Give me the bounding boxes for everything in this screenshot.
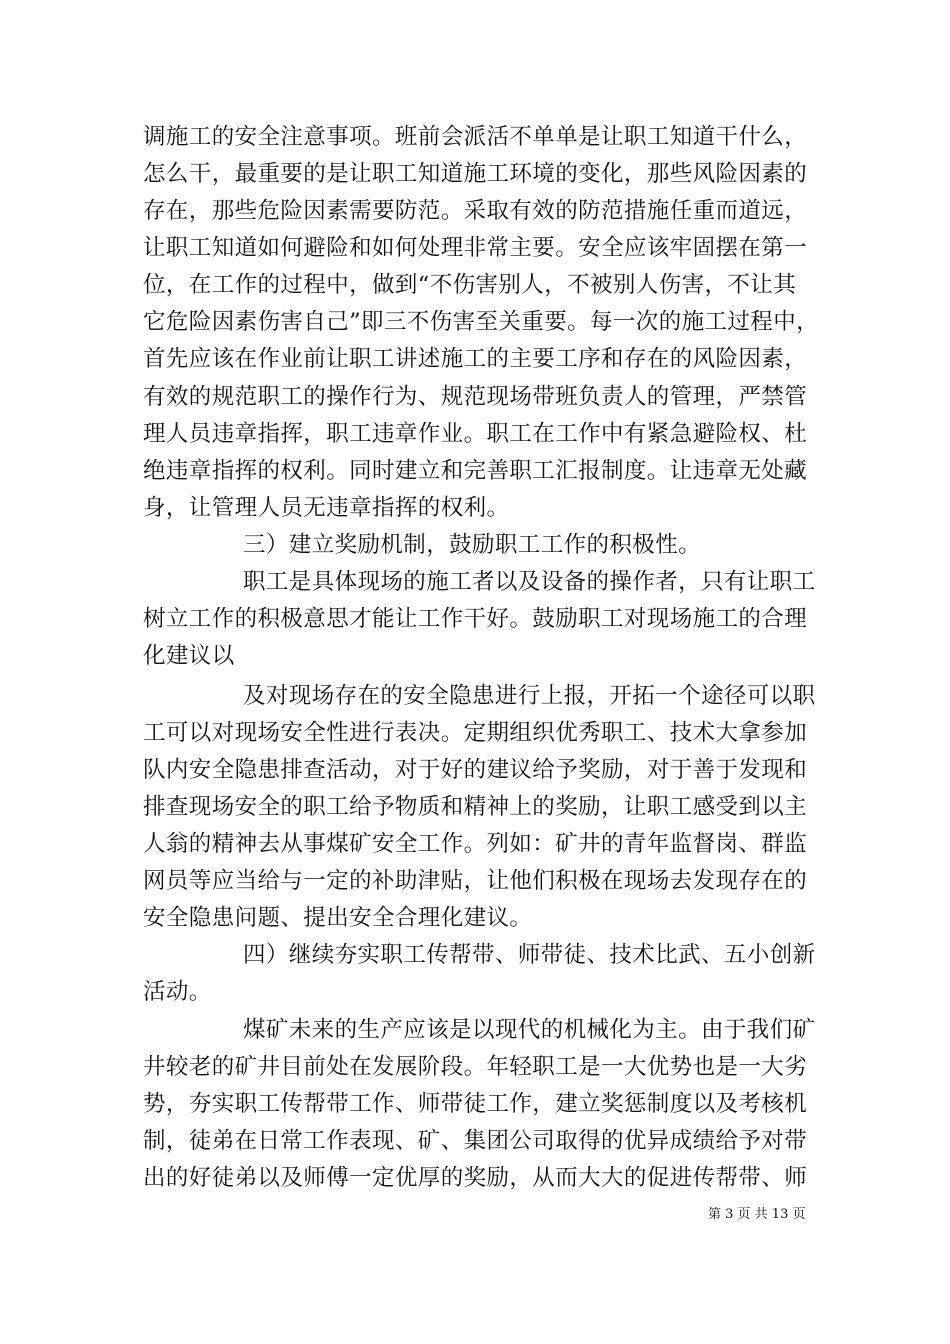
text-line: 位，在工作的过程中，做到“不伤害别人，不被别人伤害，不让其: [143, 272, 797, 298]
text-line: 身，让管理人员无违章指挥的权利。: [143, 495, 510, 521]
text-line: 理人员违章指挥，职工违章作业。职工在工作中有紧急避险权、杜: [143, 421, 808, 447]
text-line: 怎么干，最重要的是让职工知道施工环境的变化，那些风险因素的: [143, 161, 808, 187]
text-line: 绝违章指挥的权利。同时建立和完善职工汇报制度。让违章无处藏: [143, 458, 808, 484]
text-line: 活动。: [143, 979, 212, 1005]
text-line: 它危险因素伤害自己”即三不伤害至关重要。每一次的施工过程中，: [143, 309, 820, 335]
text-line: 出的好徒弟以及师傅一定优厚的奖励，从而大大的促进传帮带、师: [143, 1165, 808, 1191]
text-line: 井较老的矿井目前处在发展阶段。年轻职工是一大优势也是一大劣: [143, 1054, 808, 1080]
text-line: 有效的规范职工的操作行为、规范现场带班负责人的管理，严禁管: [143, 384, 808, 410]
text-line: 存在，那些危险因素需要防范。采取有效的防范措施任重而道远，: [143, 198, 808, 224]
paragraph-start-line: 煤矿未来的生产应该是以现代的机械化为主。由于我们矿: [243, 1017, 816, 1043]
paragraph-start-line: 及对现场存在的安全隐患进行上报，开拓一个途径可以职: [243, 683, 816, 709]
text-line: 人翁的精神去从事煤矿安全工作。列如：矿井的青年监督岗、群监: [143, 831, 808, 857]
text-line: 树立工作的积极意思才能让工作干好。鼓励职工对现场施工的合理: [143, 606, 808, 632]
text-line: 化建议以: [143, 643, 235, 669]
text-line: 队内安全隐患排查活动，对于好的建议给予奖励，对于善于发现和: [143, 757, 808, 783]
paragraph-start-line: 职工是具体现场的施工者以及设备的操作者，只有让职工: [243, 569, 816, 595]
section-heading: 三）建立奖励机制，鼓励职工工作的积极性。: [243, 532, 702, 558]
text-line: 让职工知道如何避险和如何处理非常主要。安全应该牢固摆在第一: [143, 235, 808, 261]
text-line: 网员等应当给与一定的补助津贴，让他们积极在现场去发现存在的: [143, 868, 808, 894]
text-line: 调施工的安全注意事项。班前会派活不单单是让职工知道干什么，: [143, 124, 808, 150]
text-line: 安全隐患问题、提出安全合理化建议。: [143, 905, 533, 931]
text-line: 制，徒弟在日常工作表现、矿、集团公司取得的优异成绩给予对带: [143, 1128, 808, 1154]
text-line: 首先应该在作业前让职工讲述施工的主要工序和存在的风险因素，: [143, 346, 808, 372]
section-heading: 四）继续夯实职工传帮带、师带徒、技术比武、五小创新: [243, 942, 816, 968]
page-number-footer: 第 3 页 共 13 页: [708, 1207, 806, 1222]
text-line: 势，夯实职工传帮带工作、师带徒工作，建立奖惩制度以及考核机: [143, 1091, 808, 1117]
text-line: 工可以对现场安全性进行表决。定期组织优秀职工、技术大拿参加: [143, 720, 808, 746]
text-line: 排查现场安全的职工给予物质和精神上的奖励，让职工感受到以主: [143, 794, 808, 820]
